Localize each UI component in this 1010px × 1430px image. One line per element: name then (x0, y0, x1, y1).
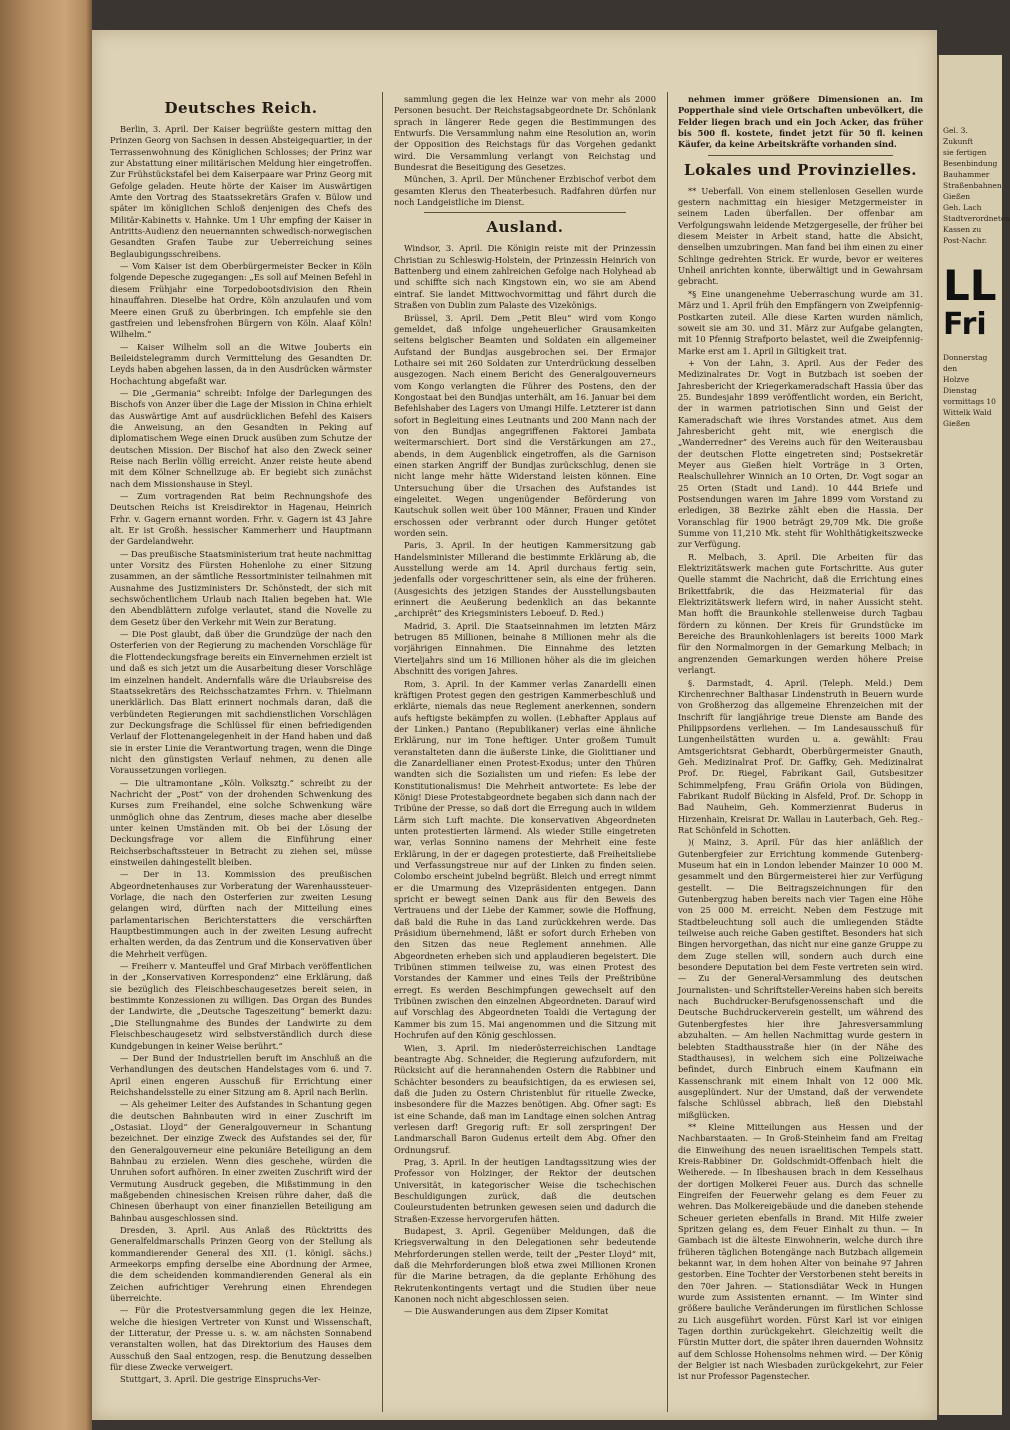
article-paragraph: Brüssel, 3. April. Dem „Petit Bleu“ wird vom Kongo gemeldet, daß infolge ungeheuerlicher Grausamkeiten seitens belgischer Beamten und Soldaten ein allgemeiner Aufstand der Bundjas ausgebrochen sei. Der Ermajor Lothaire sei mit 260 Soldaten zur Unterdrückung desselben ausgezogen. Nach einem Bericht des Generalgouverneurs vom Kongo verlangten die Führer des Postens, den der Kongostaat bei den Bundjas unterhält, am 16. Januar bei dem Befehlshaber des Lagers von Umangi Hilfe. Letzterer ist dann sofort in Begleitung eines Leutnants und 200 Mann nach der von den Bundjas angegriffenen Faktorei Jambata weitermarschiert. Dort sind die Verstärkungen am 27., abends, in dem Augenblick eingetroffen, als die Garnison einen starken Angriff der Bundjas zurückschlug, denen sie nicht lange mehr hätte Widerstand leisten können. Eine Untersuchung über die Ursachen des Aufstandes ist eingeleitet. Wegen ungenügender Beförderung von Kautschuk sollen weit über 100 Männer, Frauen und Kinder erschossen oder verbrannt oder durch Hunger getötet worden sein. (394, 312, 656, 539)
article-paragraph: Rom, 3. April. In der Kammer verlas Zanardelli einen kräftigen Protest gegen den gestrigen Kammerbeschluß und erklärte, niemals das neue Reglement anerkennen, sondern aufs heftigste bekämpfen zu wollen. (Lebhafter Applaus auf der Linken.) Pantano (Republikaner) verlas eine ähnliche Erklärung, nur im Tone heftiger. Unter großem Tumult veranstalteten dann die äußerste Linke, die Giolittianer und die Zanardellianer einen Protest-Exodus; unter den Thüren wandten sich die Sozialisten um und riefen: Es lebe der Konstitutionalismus! Die Mehrheit antwortete: Es lebe der König! Diese Protestabgeordnete begaben sich dann nach der Tribüne der Presse, so daß dort die Erregung auch in wildem Lärm sich Luft machte. Die konservativen Abgeordneten unten protestierten lärmend. Als wieder Stille eingetreten war, verlas Sonnino namens der Mehrheit eine feste Erklärung, in der er dagegen protestierte, daß Freiheitsliebe und Verfassungstreue nur auf der Linken zu finden seien. Colombo erscheint jubelnd begrüßt. Bleich und erregt nimmt er die Umarmung des Vizepräsidenten entgegen. Dann spricht er bewegt seinen Dank aus für den Beweis des Vertrauens und der Liebe der Kammer, sowie die Hoffnung, daß bald die Ruhe in das Land zurückkehren werde. Das Präsidium übernehmend, läßt er sofort durch Erheben von den Sitzen das neue Reglement annehmen. Alle Abgeordneten erheben sich und applaudieren begeistert. Die Tribünen stimmen teilweise zu, was einen Protest des Vorstandes der Kammer und eines Teils der Preßtribüne erregt. Es werden Beschimpfungen gewechselt auf den Tribünen zwischen den einzelnen Abgeordneten. Darauf wird auf Vorschlag des Abgeordneten Toaldi die Vertagung der Kammer bis zum 15. Mai angenommen und die Sitzung mit Hochrufen auf den König geschlossen. (394, 678, 656, 1041)
adjacent-fragment: Zukunft (943, 137, 974, 146)
adjacent-mid-word: Fri (943, 307, 987, 342)
article-paragraph: Wien, 3. April. Im niederösterreichischen Landtage beantragte Abg. Schneider, die Regierung aufzufordern, mit Rücksicht auf die herannahenden Ostern die Rabbiner und Schächter besonders zu beaufsichtigen, da es erwiesen sei, daß die Juden zu Ostern Christenblut für rituelle Zwecke, insbesondere für die Mazzes benötigen. Abg. Ofner sagt: Es ist eine Schande, daß man im Landtage einen solchen Antrag verlesen darf! Gregorig ruft: Er soll zerspringen! Der Landmarschall Baron Gudenus erteilt dem Abg. Ofner den Ordnungsruf. (394, 1042, 656, 1155)
article-paragraph: nehmen immer größere Dimensionen an. Im Popperthale sind viele Ortschaften unbevölkert, die Felder liegen brach und ein Joch Acker, das früher bis 500 fl. kostete, findet jetzt für 50 fl. keinen Käufer, da keine Arbeitskräfte vorhanden sind. (678, 94, 923, 150)
adjacent-fragment: Gel. 3. (943, 126, 968, 135)
article-paragraph: Paris, 3. April. In der heutigen Kammersitzung gab Handelsminister Millerand die bestimmte Erklärung ab, die Ausstellung werde am 14. April durchaus fertig sein, jedenfalls oder vorgeschrittener sein, als eine der früheren. (Ausgesichts des jetzigen Standes der Ausstellungsbauten erinnert die Aeußerung bedenklich an das bekannte „archiprêt“ des Kriegsministers Leboeuf. D. Red.) (394, 540, 656, 619)
article-paragraph: ** Kleine Mitteilungen aus Hessen und der Nachbarstaaten. — In Groß-Steinheim fand am Freitag die Einweihung des neuen israelitischen Tempels statt. Kreis-Rabbiner Dr. Goldschmidt-Offenbach hielt die Weiherede. — In Ilbeshausen brach in dem Kesselhaus der dortigen Molkerei Feuer aus. Durch das schnelle Eingreifen der Feuerwehr gelang es dem Feuer zu wehren. Das Molkereigebäude und die daneben stehende Scheuer gerieten ebenfalls in Brand. Mit Hilfe zweier Spritzen gelang es, dem Feuer Einhalt zu thun. — In Gambach ist die älteste Einwohnerin, welche durch ihre früheren täglichen Botengänge nach Butzbach allgemein bekannt war, in dem hohen Alter von beinahe 97 Jahren gestorben. Eine Tochter der Verstorbenen steht bereits in den 70er Jahren. — Stationsdiätar Weck in Hungen wurde zum Assistenten ernannt. — Im Winter sind größere bauliche Veränderungen im fürstlichen Schlosse zu Lich ausgeführt worden. Fürst Karl ist vor einigen Tagen dorthin zurückgekehrt. Gleichzeitig weilt die Fürstin Mutter dort, die später ihren dauernden Wohnsitz auf dem Schlosse Hohensolms nehmen wird. — Der König der Belgier ist nach Wiesbaden zurückgekehrt, zur Feier ist nur Professor Pagenstecher. (678, 1121, 923, 1382)
article-paragraph: Windsor, 3. April. Die Königin reiste mit der Prinzessin Christian zu Schleswig-Holstein, der Prinzessin Heinrich von Battenberg und einem zahlreichen Gefolge nach Holyhead ab und schiffte sich nach Kingstown ein, wo sie am Abend eintraf. Sie landet Mittwochvormittag und fährt durch die Straßen von Dublin zum Palaste des Vizekönigs. (394, 243, 656, 311)
article-paragraph: §. Darmstadt, 4. April. (Teleph. Meld.) Dem Kirchenrechner Balthasar Lindenstruth in Beuern wurde von Großherzog das allgemeine Ehrenzeichen mit der Inschrift für langjährige treue Dienste am Bande des Philippsordens verliehen. — Im Landesausschuß für Lungenheilstätten wurden u. a. gewählt: Frau Amtsgerichtsrat Gebhardt, Oberbürgermeister Gnauth, Geh. Medizinalrat Prof. Dr. Gaffky, Geh. Medizinalrat Prof. Dr. Riegel, Fabrikant Gail, Gutsbesitzer Schimmelpfeng, Frau Gräfin Oriola von Büdingen, Fabrikant Rudolf Bücking in Alsfeld, Prof. Dr. Schopp in Bad Nauheim, Geh. Kommerzienrat Buderus in Hirzenhain, Kreisrat Dr. Wallau in Lauterbach, Geh. Reg.-Rat Schönfeld in Schotten. (678, 677, 923, 835)
column-1-body (110, 124, 372, 1386)
article-paragraph: — Freiherr v. Manteuffel und Graf Mirbach veröffentlichen in der „Konservativen Korrespondenz“ eine Erklärung, daß sie bezüglich des Fleischbeschaugesetzes bereit seien, in bestimmte Konzessionen zu willigen. Das Organ des Bundes der Landwirte, die „Deutsche Tageszeitung“ bemerkt dazu: „Die Stellungnahme des Bundes der Landwirte zu dem Fleischbeschaugesetz wird selbstverständlich durch diese Kundgebungen in keiner Weise berührt.“ (110, 961, 372, 1051)
article-paragraph: — Kaiser Wilhelm soll an die Witwe Jouberts ein Beileidstelegramm durch Vermittelung des Gesandten Dr. Leyds haben abgehen lassen, da in den Ausdrücken wärmster Hochachtung abgefaßt war. (110, 341, 372, 386)
article-paragraph: sammlung gegen die lex Heinze war von mehr als 2000 Personen besucht. Der Reichstagsabgeordnete Dr. Schönlank sprach in längerer Rede gegen die Bestimmungen des Entwurfs. Die Versammlung nahm eine Resolution an, worin der Opposition des Reichstags für das Vorgehen gedankt wird. Die Versammlung verlangt von Reichstag und Bundesrat die Beseitigung des Gesetzes. (394, 94, 656, 173)
adjacent-page-edge (937, 55, 1010, 1415)
adjacent-fragment: Gießen (943, 419, 971, 428)
section-divider (708, 155, 893, 156)
article-paragraph: Prag, 3. April. In der heutigen Landtagssitzung wies der Professor von Holzinger, der Rektor der deutschen Universität, in kategorischer Weise die tschechischen Beschuldigungen zurück, daß die deutschen Couleurstudenten betrunken gewesen seien und dadurch die Straßen-Exzesse hervorgerufen hätten. (394, 1156, 656, 1224)
article-paragraph: Berlin, 3. April. Der Kaiser begrüßte gestern mittag den Prinzen Georg von Sachsen in dessen Absteigequartier, in der Terrassenwohnung des Königlichen Schlosses; der Prinz war zur Abstattung einer militärischen Meldung hier eingetroffen. Zur Frühstückstafel bei dem Kaiserpaare war Prinz Georg mit Gefolge geladen. Heute hörte der Kaiser im Auswärtigen Amte den Vortrag des Staatssekretärs Grafen v. Bülow und später im königlichen Schloß denjenigen des Chefs des Militär-Kabinetts v. Hahnke. Um 1 Uhr empfing der Kaiser in Antritts-Audienz den neuernannten schwedisch-norwegischen Gesandten Grafen Taube zur Ueberreichung seines Beglaubigungsschreibens. (110, 124, 372, 259)
article-paragraph: München, 3. April. Der Münchener Erzbischof verbot dem gesamten Klerus den Theaterbesuch. Radfahren dürfen nur noch Landgeistliche im Dienst. (394, 174, 656, 208)
column-2-continuation (394, 94, 656, 208)
article-paragraph: — Vom Kaiser ist dem Oberbürgermeister Becker in Köln folgende Depesche zugegangen: „Es soll auf Meinen Befehl in diesem Frühjahr eine Torpedobootsdivision den Rhein hinauffahren. Dieselbe hat Ordre, Köln anzulaufen und vom Meere einen Gruß zu überbringen. Ich empfehle sie den gastfreien und lebensfrohen Bürgern von Köln. Alaaf Köln! Wilhelm.“ (110, 261, 372, 340)
adjacent-fragment: Gießen (943, 192, 971, 201)
book-binding (0, 0, 92, 1430)
adjacent-fragment: Dienstag (943, 386, 977, 395)
section-heading-deutsches-reich: Deutsches Reich. (164, 99, 318, 117)
newspaper-page (92, 30, 937, 1420)
article-paragraph: — Der Bund der Industriellen beruft im Anschluß an die Verhandlungen des deutschen Handelstages vom 6. und 7. April einen engeren Ausschuß für Errichtung einer Reichshandelsstelle zu einer Sitzung am 8. April nach Berlin. (110, 1052, 372, 1097)
article-paragraph: )( Mainz, 3. April. Für das hier anläßlich der Gutenbergfeier zur Errichtung kommende Gutenberg-Museum hat ein in London lebender Mainzer 10 000 M. gesammelt und den Bürgermeisterei hier zur Verfügung gestellt. — Die Beitragszeichnungen für den Gutenbergzug haben bereits nach vier Tagen eine Höhe von 25 000 M. erreicht. Neben dem Festzuge mit Stadtbeleuchtung soll auch die umliegenden Städte teilweise auch reiche Gaben gestiftet. Besonders hat sich Bingen hervorgethan, das nicht nur eine ganze Gruppe zu dem Zuge stellen will, sondern auch durch eine besondere Deputation bei dem Feste vertreten sein wird. — Zu der General-Versammlung des deutschen Journalisten- und Schriftsteller-Vereins haben sich bereits nach Buchdrucker-Berufsgenossenschaft und die Deutsche Buchdruckerverein gestellt, um während des Gutenbergfestes hier ihre Jahresversammlung abzuhalten. — Am hellen Nachmittag wurde gestern in belebten Stadthausstraße hier (in der Nähe des Stadthauses), in welchem sich eine Polizeiwache befindet, durch Einbruch einem Kaufmann ein Kassenschrank mit einem Inhalt von 12 000 Mk. ausgeplündert. Nur der Umstand, daß der verwendete falsche Schlüssel abbrach, ließ den Diebstahl mißglücken. (678, 837, 923, 1120)
article-paragraph: — Für die Protestversammlung gegen die lex Heinze, welche die hiesigen Vertreter von Kunst und Wissenschaft, der Litteratur, der Presse u. s. w. am nächsten Sonnabend veranstalten wollen, hat das Direktorium des Hauses dem Ausschuß den Saal entzogen, resp. die Benutzung desselben für diese Zwecke verweigert. (110, 1305, 372, 1373)
adjacent-fragment: Bauhammer (943, 170, 990, 179)
article-paragraph: — Das preußische Staatsministerium trat heute nachmittag unter Vorsitz des Fürsten Hohenlohe zu einer Sitzung zusammen, an der sämtliche Ressortminister teilnahmen mit Ausnahme des Justizministers Dr. Schönstedt, der sich mit sechswöchentlichem Urlaub nach Italien begeben hat. Wie den Abendblättern zufolge verlautet, stand die Novelle zu dem Gesetz über den Verkehr mit Wein zur Beratung. (110, 548, 372, 627)
adjacent-fragment: vormittags 10 (943, 397, 996, 406)
article-paragraph: — Als geheimer Leiter des Aufstandes in Schantung gegen die deutschen Bahnbauten wird in einer Zuschrift im „Ostasiat. Lloyd“ der Generalgouverneur in Schantung bezeichnet. Der einzige Zweck des Aufstandes sei der, für den Generalgouverneur eine pekuniäre Beteiligung an dem Bahnbau zu erzielen. Wenn dies geschehe, würden die Unruhen sofort aufhören. In einer zweiten Zuschrift wird der Vermutung Ausdruck gegeben, die Mißstimmung in den maßgebenden chinesischen Kreisen rühre daher, daß die Chinesen überhaupt von einer finanziellen Beteiligung am Bahnbau ausgeschlossen sind. (110, 1099, 372, 1223)
article-paragraph: — Zum vortragenden Rat beim Rechnungshofe des Deutschen Reichs ist Kreisdirektor in Hagenau, Heinrich Frhr. v. Gagern ernannt worden. Frhr. v. Gagern ist 43 Jahre alt. Er ist Großh. hessischer Kammerherr und Hauptmann der Gardelandwehr. (110, 491, 372, 547)
adjacent-fragment: Post-Nachr. (943, 236, 987, 245)
column-rule (667, 92, 668, 1412)
adjacent-fragment: Holzve (943, 375, 970, 384)
adjacent-bottom-fragments (943, 352, 1001, 429)
article-paragraph: *§ Eine unangenehme Ueberraschung wurde am 31. März und 1. April früh den Empfängern von Zweipfennig-Postkarten zuteil. Alle diese Karten wurden nämlich, soweit sie am 30. und 31. März zur Aufgabe gelangten, mit 10 Pfennig Strafporto belastet, weil die Zweipfennig-Marke erst am 1. April in Giltigkeit trat. (678, 288, 923, 356)
adjacent-text-fragments (943, 125, 1010, 246)
ausland-articles (394, 243, 656, 1317)
adjacent-fragment: Straßenbahnen (943, 181, 1002, 190)
article-paragraph: + Von der Lahn, 3. April. Aus der Feder des Medizinalrates Dr. Vogt in Butzbach ist soeben der Jahresbericht der Kriegerkameradschaft Hassia über das 25. Bundesjahr 1899 veröffentlicht worden, ein Bericht, der in warmen patriotischen Sinn und Geist der Kameradschaft wie ihres Vorstandes atmet. Aus dem Jahresbericht geht mit, wie energisch die „Wanderredner“ des Vereins auch für den Weiterausbau der deutschen Flotte eingetreten sind; Postsekretär Meyer aus Gießen hielt Vorträge in 3 Orten, Realschullehrer Winnich an 10 Orten, Dr. Vogt sogar an 25 Orten (Stadt und Land). 10 444 Briefe und Postsendungen waren im Jahre 1899 vom Vorstand zu erledigen, 38 Bezirke zählt eben die Hassia. Der Voranschlag für 1900 beträgt 29,709 Mk. Die große Summe von 11,210 Mk. steht für Wohlthätigkeitszwecke zur Verfügung. (678, 357, 923, 550)
adjacent-fragment: Wittelk Wald (943, 408, 992, 417)
adjacent-fragment: Stadtverordneten (943, 214, 1010, 223)
article-paragraph: — Der in 13. Kommission des preußischen Abgeordnetenhauses zur Vorberatung der Warenhaussteuer-Vorlage, die nach den Osterferien zur zweiten Lesung gelangen wird, dürften nach der Mitteilung eines parlamentarischen Berichterstatters die verschärften Hauptbestimmungen auch in der zweiten Lesung aufrecht erhalten werden, da das Zentrum und die Konservativen über die Mehrheit verfügen. (110, 869, 372, 959)
adjacent-fragment: Donnerstag den (943, 353, 988, 373)
adjacent-fragment: Kassen zu (943, 225, 982, 234)
adjacent-page-fragments (943, 125, 1010, 429)
article-paragraph: — Die ultramontane „Köln. Volksztg.“ schreibt zu der Nachricht der „Post“ von der drohenden Schwenkung des Kurses zum Freihandel, eine solche Schwenkung wäre unmöglich ohne das Zentrum, dieses mache aber dieselbe unter keinen Umständen mit. Ob bei der Lösung der Deckungsfrage vor allem die Einführung einer Reichserbschaftssteuer in Betracht zu ziehen sei, müsse einstweilen dahingestellt bleiben. (110, 777, 372, 867)
article-paragraph: Stuttgart, 3. April. Die gestrige Einspruchs-Ver- (120, 1374, 321, 1385)
article-paragraph: ** Ueberfall. Von einem stellenlosen Gesellen wurde gestern nachmittag ein hiesiger Metzgermeister in seinem Laden überfallen. Der offenbar am Verfolgungswahn leidende Metzgergeselle, der früher bei diesem Meister in Arbeit stand, hatte die Absicht, denselben umzubringen. Man fand bei ihm einen zu einer Schlinge gedrehten Strick. Er wurde, bevor er weiteres Unheil anrichten konnte, überwältigt und in Gewahrsam gebracht. (678, 185, 923, 287)
column-rule (382, 92, 383, 1412)
column-3 (678, 94, 923, 1410)
lokales-articles (678, 186, 923, 1383)
article-paragraph: Budapest, 3. April. Gegenüber Meldungen, daß die Kriegsverwaltung in den Delegationen sehr bedeutende Mehrforderungen stellen werde, teilt der „Pester Lloyd“ mit, daß die Mehrforderungen bloß etwa zwei Millionen Kronen für die Marine betragen, da die geplante Erhöhung des Rekrutenkontingents vertagt und die Studien über neue Kanonen noch nicht abgeschlossen seien. (394, 1226, 656, 1305)
section-heading-ausland: Ausland. (486, 218, 564, 237)
article-paragraph: Madrid, 3. April. Die Staatseinnahmen im letzten März betrugen 85 Millionen, beinahe 8 Millionen mehr als die vorjährigen Einnahmen. Die Einnahme des letzten Vierteljahrs sind um 16 Millionen höher als die im gleichen Abschnitt des vorigen Jahres. (394, 620, 656, 677)
column-2 (394, 94, 656, 1410)
article-paragraph: — Die „Germania“ schreibt: Infolge der Darlegungen des Bischofs von Anzer über die Lage der Mission in China erhielt das Auswärtige Amt auf ausdrücklichen Befehl des Kaisers die Anweisung, an den Gesandten in Peking auf diplomatischem Wege einen Druck ausüben zum Schutze der deutschen Mission. Der Bischof hat also den Zweck seiner Reise nach Berlin völlig erreicht. Anzer reiste heute abend mit dem Kölner Schnellzuge ab. Er begiebt sich zunächst nach dem Missionshause in Steyl. (110, 387, 372, 489)
section-heading-lokales: Lokales und Provinzielles. (684, 160, 917, 179)
adjacent-large-letters: LL (943, 261, 997, 310)
article-paragraph: Dresden, 3. April. Aus Anlaß des Rücktritts des Generalfeldmarschalls Prinzen Georg von der Stellung als kommandierender General des XII. (1. königl. sächs.) Armeekorps empfing derselbe eine Abordnung der Armee, die dem scheidenden kommandierenden General als ein Zeichen aufrichtiger Verehrung einen Ehrendegen überreichte. (110, 1225, 372, 1304)
article-paragraph: — Die Auswanderungen aus dem Zipser Komitat (404, 1306, 609, 1317)
column-3-continuation (678, 94, 923, 151)
column-1 (110, 94, 372, 1410)
article-paragraph: R. Melbach, 3. April. Die Arbeiten für das Elektrizitätswerk machen gute Fortschritte. Aus guter Quelle stammt die Nachricht, daß die Errichtung eines Brikettfabrik, die das Heizmaterial für das Elektrizitätswerk liefern wird, in naher Aussicht steht. Man hofft die Braunkohle stellenweise durch Tagbau fördern zu können. Der Kreis für Grundstücke im Bereiche des Braunkohlenlagers ist bereits 1000 Mark für den Normalmorgen in der Gemarkung Melbach; in angrenzenden Gemarkungen werden höhere Preise verlangt. (678, 551, 923, 676)
section-divider (424, 212, 626, 213)
adjacent-fragment: Geh. Lach (943, 203, 982, 212)
adjacent-fragment: Besenbindung (943, 159, 998, 168)
article-paragraph: — Die Post glaubt, daß über die Grundzüge der nach den Osterferien von der Regierung zu machenden Vorschläge für die Flottendeckungsfrage bereits ein Einvernehmen erzielt ist und daß es sich jetzt um die Ausarbeitung dieser Vorschläge im einzelnen handelt. Andernfalls wäre die Urlaubsreise des Staatssekretärs des Reichsschatzamtes Frhrn. v. Thielmann unerklärlich. Das Blatt erinnert nochmals daran, daß die verbündeten Regierungen mit sachdienstlichen Vorschlägen zur Deckungsfrage die Schlüssel für einen befriedigenden Verlauf der Flottenangelegenheit in der Hand haben und daß sie in erster Linie die Verantwortung tragen, wenn die Dinge nicht den günstigsten Verlauf nehmen, zu denen alle Voraussetzungen vorliegen. (110, 629, 373, 776)
adjacent-fragment: sie fertigen (943, 148, 987, 157)
